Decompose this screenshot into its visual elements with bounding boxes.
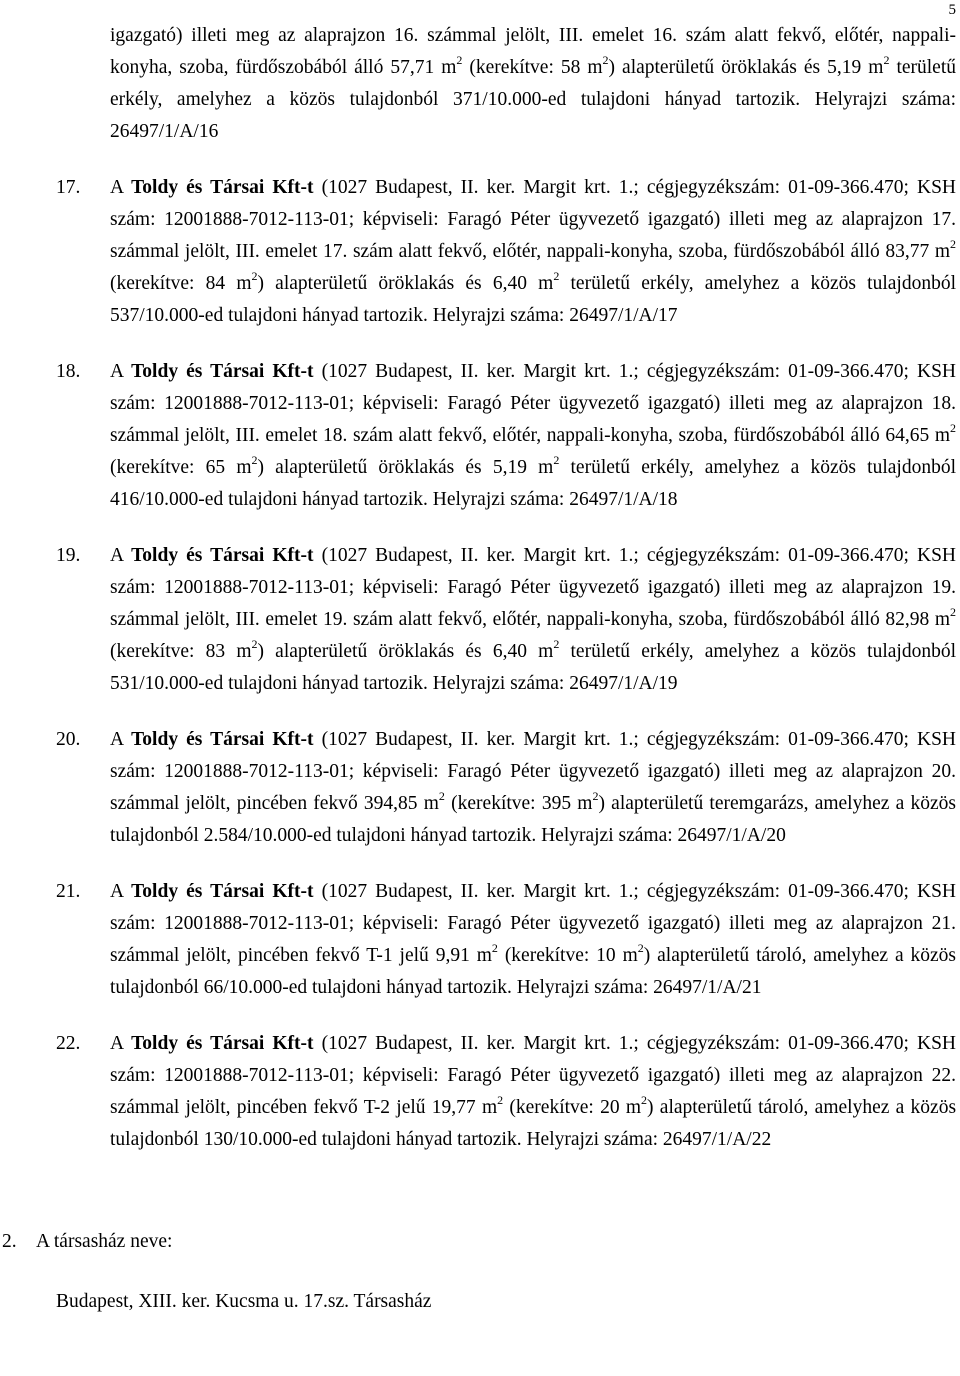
list-item: 19. A Toldy és Társai Kft-t (1027 Budapest, II. ker. Margit krt. 1.; cégjegyzékszám: 01-09-366.470; KSH szám: 12001888-7012-113-01; képviseli: Faragó Péter ügyvezető igazgató) illeti meg az alaprajzon 19. számmal jelölt, III. emelet 19. szám alatt fekvő, előtér, nappali-konyha, szoba, fürdőszobából álló 82,98 $m^2$ (kerekítve: 83 $m^2$) alapterületű öröklakás és 6,40 $m^2$ területű erkély, amelyhez a közös tulajdonból 531/10.000-ed tulajdoni hányad tartozik. Helyrajzi száma: 26497/1/A/19 [56, 540, 956, 700]
company-name: Toldy és Társai Kft [131, 177, 301, 198]
company-name: Toldy és Társai Kft [131, 881, 301, 902]
list-item: 20. A Toldy és Társai Kft-t (1027 Budapest, II. ker. Margit krt. 1.; cégjegyzékszám: 01-09-366.470; KSH szám: 12001888-7012-113-01; képviseli: Faragó Péter ügyvezető igazgató) illeti meg az alaprajzon 20. számmal jelölt, pincében fekvő 394,85 $m^2$ (kerekítve: 395 $m^2$) alapterületű teremgarázs, amelyhez a közös tulajdonból 2.584/10.000-ed tulajdoni hányad tartozik. Helyrajzi száma: 26497/1/A/20 [56, 724, 956, 852]
item-number: 19. [56, 545, 81, 566]
item-number: 17. [56, 177, 81, 198]
list-item: 21. A Toldy és Társai Kft-t (1027 Budapest, II. ker. Margit krt. 1.; cégjegyzékszám: 01-09-366.470; KSH szám: 12001888-7012-113-01; képviseli: Faragó Péter ügyvezető igazgató) illeti meg az alaprajzon 21. számmal jelölt, pincében fekvő T-1 jelű 9,91 $m^2$ (kerekítve: 10 $m^2$) alapterületű tároló, amelyhez a közös tulajdonból 66/10.000-ed tulajdoni hányad tartozik. Helyrajzi száma: 26497/1/A/21 [56, 876, 956, 1004]
list-item: 18. A Toldy és Társai Kft-t (1027 Budapest, II. ker. Margit krt. 1.; cégjegyzékszám: 01-09-366.470; KSH szám: 12001888-7012-113-01; képviseli: Faragó Péter ügyvezető igazgató) illeti meg az alaprajzon 18. számmal jelölt, III. emelet 18. szám alatt fekvő, előtér, nappali-konyha, szoba, fürdőszobából álló 64,65 $m^2$ (kerekítve: 65 $m^2$) alapterületű öröklakás és 5,19 $m^2$ területű erkély, amelyhez a közös tulajdonból 416/10.000-ed tulajdoni hányad tartozik. Helyrajzi száma: 26497/1/A/18 [56, 356, 956, 516]
company-name: Toldy és Társai Kft [131, 545, 301, 566]
company-name: Toldy és Társai Kft [131, 361, 301, 382]
company-name: Toldy és Társai Kft [131, 729, 301, 750]
section-2 [2, 1226, 956, 1318]
list-item: 17. A Toldy és Társai Kft-t (1027 Budapest, II. ker. Margit krt. 1.; cégjegyzékszám: 01-09-366.470; KSH szám: 12001888-7012-113-01; képviseli: Faragó Péter ügyvezető igazgató) illeti meg az alaprajzon 17. számmal jelölt, III. emelet 17. szám alatt fekvő, előtér, nappali-konyha, szoba, fürdőszobából álló 83,77 $m^2$ (kerekítve: 84 $m^2$) alapterületű öröklakás és 6,40 $m^2$ területű erkély, amelyhez a közös tulajdonból 537/10.000-ed tulajdoni hányad tartozik. Helyrajzi száma: 26497/1/A/17 [56, 172, 956, 332]
section-title: A társasház neve: [36, 1231, 173, 1252]
item-number: 20. [56, 729, 81, 750]
document-body [2, 20, 957, 1318]
page-number: 5 [948, 2, 956, 18]
item-number: 22. [56, 1033, 81, 1054]
item-number: 21. [56, 881, 81, 902]
item-number: 18. [56, 361, 81, 382]
section-heading [2, 1226, 956, 1258]
company-name: Toldy és Társai Kft [131, 1033, 301, 1054]
item-16-continuation: igazgató) illeti meg az alaprajzon 16. számmal jelölt, III. emelet 16. szám alatt fekvő, előtér, nappali-konyha, szoba, fürdőszobából álló 57,71 $m^2$ (kerekítve: 58 $m^2$) alapterületű öröklakás és 5,19 $m^2$ területű erkély, amelyhez a közös tulajdonból 371/10.000-ed tulajdoni hányad tartozik. Helyrajzi száma: 26497/1/A/16 [110, 25, 956, 142]
list-item: 22. A Toldy és Társai Kft-t (1027 Budapest, II. ker. Margit krt. 1.; cégjegyzékszám: 01-09-366.470; KSH szám: 12001888-7012-113-01; képviseli: Faragó Péter ügyvezető igazgató) illeti meg az alaprajzon 22. számmal jelölt, pincében fekvő T-2 jelű 19,77 $m^2$ (kerekítve: 20 $m^2$) alapterületű tároló, amelyhez a közös tulajdonból 130/10.000-ed tulajdoni hányad tartozik. Helyrajzi száma: 26497/1/A/22 [56, 1028, 956, 1156]
section-number: 2. [2, 1231, 17, 1252]
condominium-name: Budapest, XIII. ker. Kucsma u. 17.sz. Társasház [56, 1291, 432, 1312]
